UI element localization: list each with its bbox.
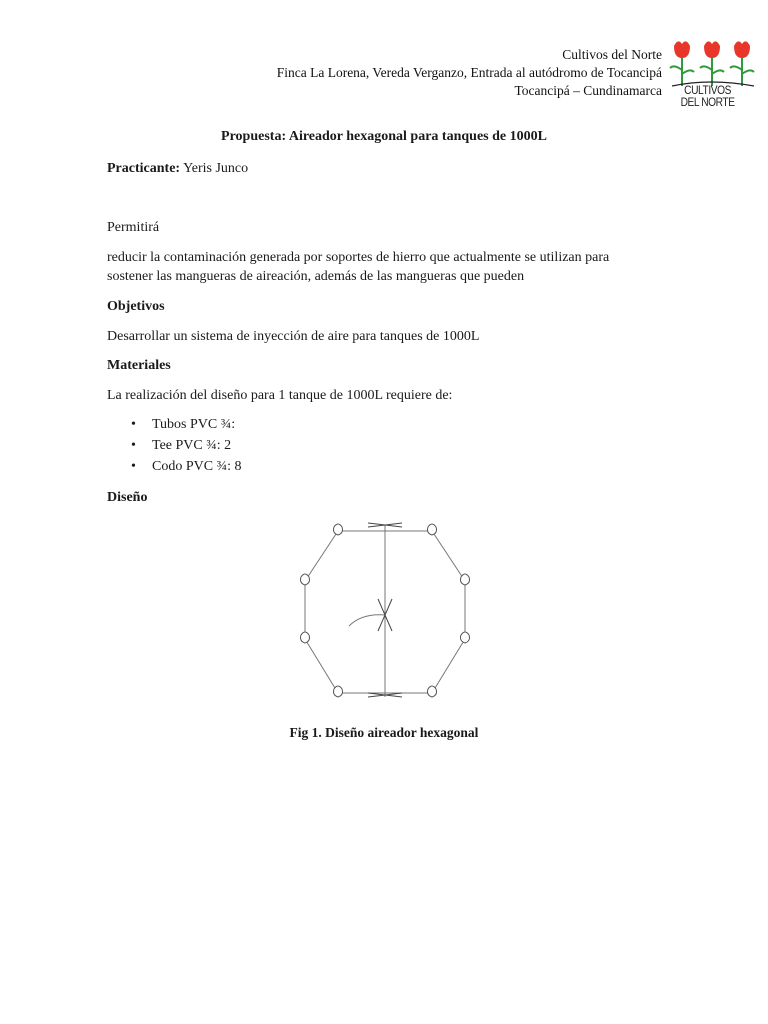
document-title: Propuesta: Aireador hexagonal para tanques de 1000L	[221, 129, 547, 144]
logo-wordmark	[677, 84, 738, 108]
cultivos-del-norte-logo	[664, 36, 756, 126]
materiales-text: La realización del diseño para 1 tanque de 1000L requiere de:	[107, 388, 453, 403]
objetivos-heading: Objetivos	[107, 299, 165, 314]
list-item-text: Tubos PVC ¾:	[152, 417, 236, 432]
intro-word: Permitirá	[107, 220, 160, 235]
company-name: Cultivos del Norte	[562, 47, 662, 62]
materiales-heading: Materiales	[107, 358, 171, 373]
company-location: Tocancipá – Cundinamarca	[514, 83, 662, 98]
bullet-icon: •	[131, 459, 136, 474]
practicante-name: Yeris Junco	[183, 161, 249, 176]
list-item-text: Codo PVC ¾: 8	[152, 459, 242, 474]
list-item-text: Tee PVC ¾: 2	[152, 438, 232, 453]
figure-caption: Fig 1. Diseño aireador hexagonal	[289, 725, 479, 740]
materiales-list	[107, 414, 241, 477]
intro-text-line1: reducir la contaminación generada por soportes de hierro que actualmente se utilizan para	[107, 250, 610, 265]
objetivos-text: Desarrollar un sistema de inyección de aire para tanques de 1000L	[107, 329, 480, 344]
diseno-heading: Diseño	[107, 490, 148, 505]
practicante-label: Practicante:	[107, 161, 181, 176]
bullet-icon: •	[131, 438, 136, 453]
logo-text-line1: CULTIVOS	[684, 83, 732, 97]
list-item	[107, 456, 241, 477]
aireador-design-diagram	[290, 515, 480, 705]
list-item	[107, 414, 241, 435]
letterhead	[277, 46, 662, 100]
practicante-line	[107, 159, 248, 178]
logo-text-line2: DEL NORTE	[680, 95, 735, 109]
company-address: Finca La Lorena, Vereda Verganzo, Entrada al autódromo de Tocancipá	[276, 65, 662, 80]
list-item	[107, 435, 241, 456]
intro-text-line2: sostener las mangueras de aireación, además de las mangueras que pueden	[107, 269, 525, 284]
bullet-icon: •	[131, 417, 136, 432]
